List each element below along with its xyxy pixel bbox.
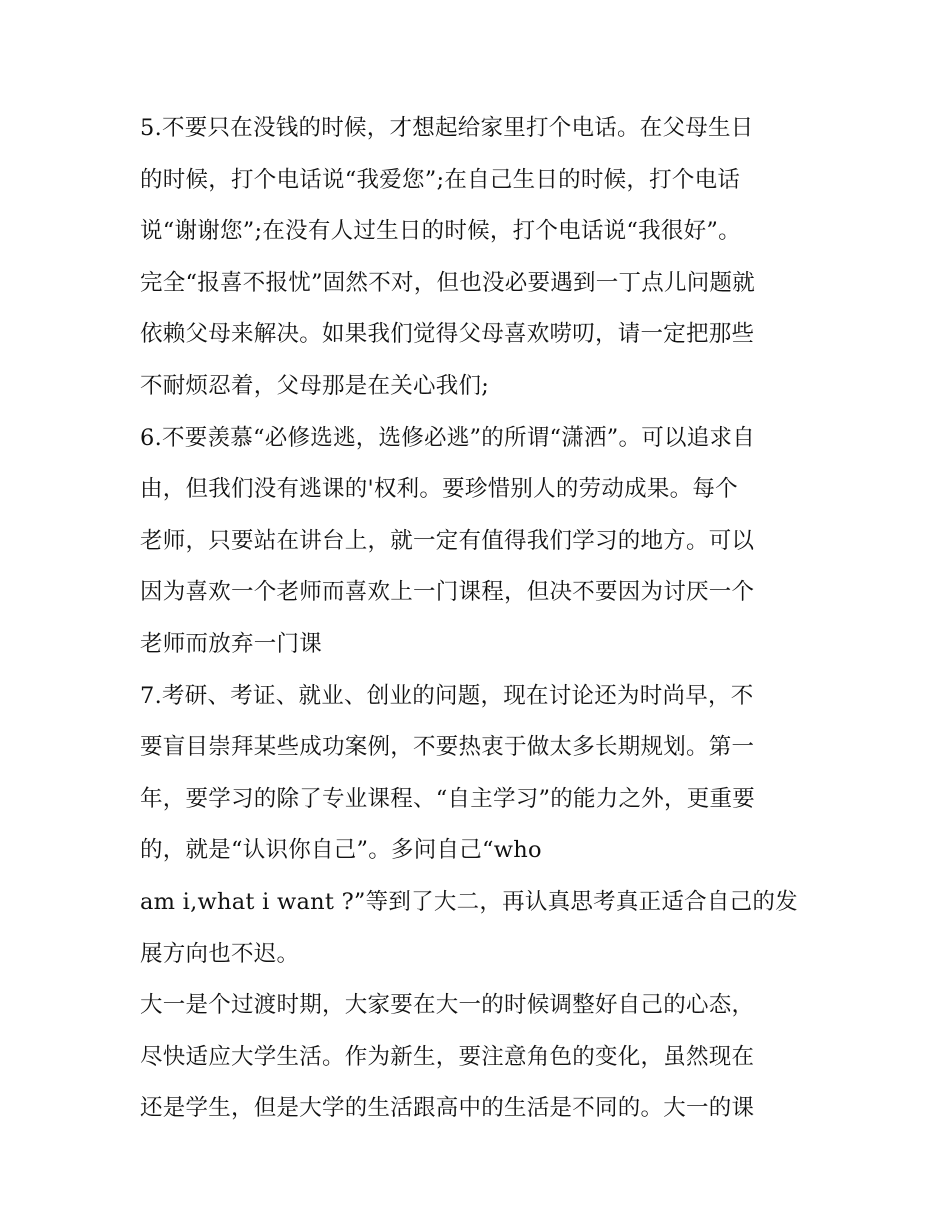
text-line: am i,what i want ?”等到了大二，再认真思考真正适合自己的发 (140, 888, 798, 915)
text-line: 说“谢谢您”;在没有人过生日的时候，打个电话说“我很好”。 (140, 218, 741, 245)
text-line: 5.不要只在没钱的时候，才想起给家里打个电话。在父母生日 (140, 115, 754, 141)
document-page (140, 103, 820, 1135)
text-line: 不耐烦忍着，父母那是在关心我们; (140, 372, 490, 399)
text-line: 展方向也不迟。 (140, 940, 300, 967)
text-line: 依赖父母来解决。如果我们觉得父母喜欢唠叨，请一定把那些 (140, 321, 755, 348)
text-line: 因为喜欢一个老师而喜欢上一门课程，但决不要因为讨厌一个 (140, 579, 755, 606)
text-line: 老师而放弃一门课 (140, 630, 323, 657)
text-line: 完全“报喜不报忧”固然不对，但也没必要遇到一丁点儿问题就 (140, 269, 756, 296)
text-line: 的，就是“认识你自己”。多问自己“who (140, 837, 542, 864)
text-line: 年，要学习的除了专业课程、“自主学习”的能力之外，更重要 (140, 785, 756, 812)
text-line: 尽快适应大学生活。作为新生，要注意角色的变化，虽然现在 (140, 1043, 755, 1070)
text-line: 的时候，打个电话说“我爱您”;在自己生日的时候，打个电话 (140, 166, 741, 193)
text-line: 要盲目崇拜某些成功案例，不要热衷于做太多长期规划。第一 (140, 734, 755, 761)
text-line: 7.考研、考证、就业、创业的问题，现在讨论还为时尚早，不 (140, 682, 754, 709)
text-line: 由，但我们没有逃课的'权利。要珍惜别人的劳动成果。每个 (140, 476, 738, 503)
text-line: 6.不要羡慕“必修选逃，选修必逃”的所谓“潇洒”。可以追求自 (140, 424, 755, 451)
text-line: 老师，只要站在讲台上，就一定有值得我们学习的地方。可以 (140, 527, 755, 554)
text-line: 大一是个过渡时期，大家要在大一的时候调整好自己的心态， (140, 992, 755, 1019)
text-line: 还是学生，但是大学的生活跟高中的生活是不同的。大一的课 (140, 1095, 755, 1122)
